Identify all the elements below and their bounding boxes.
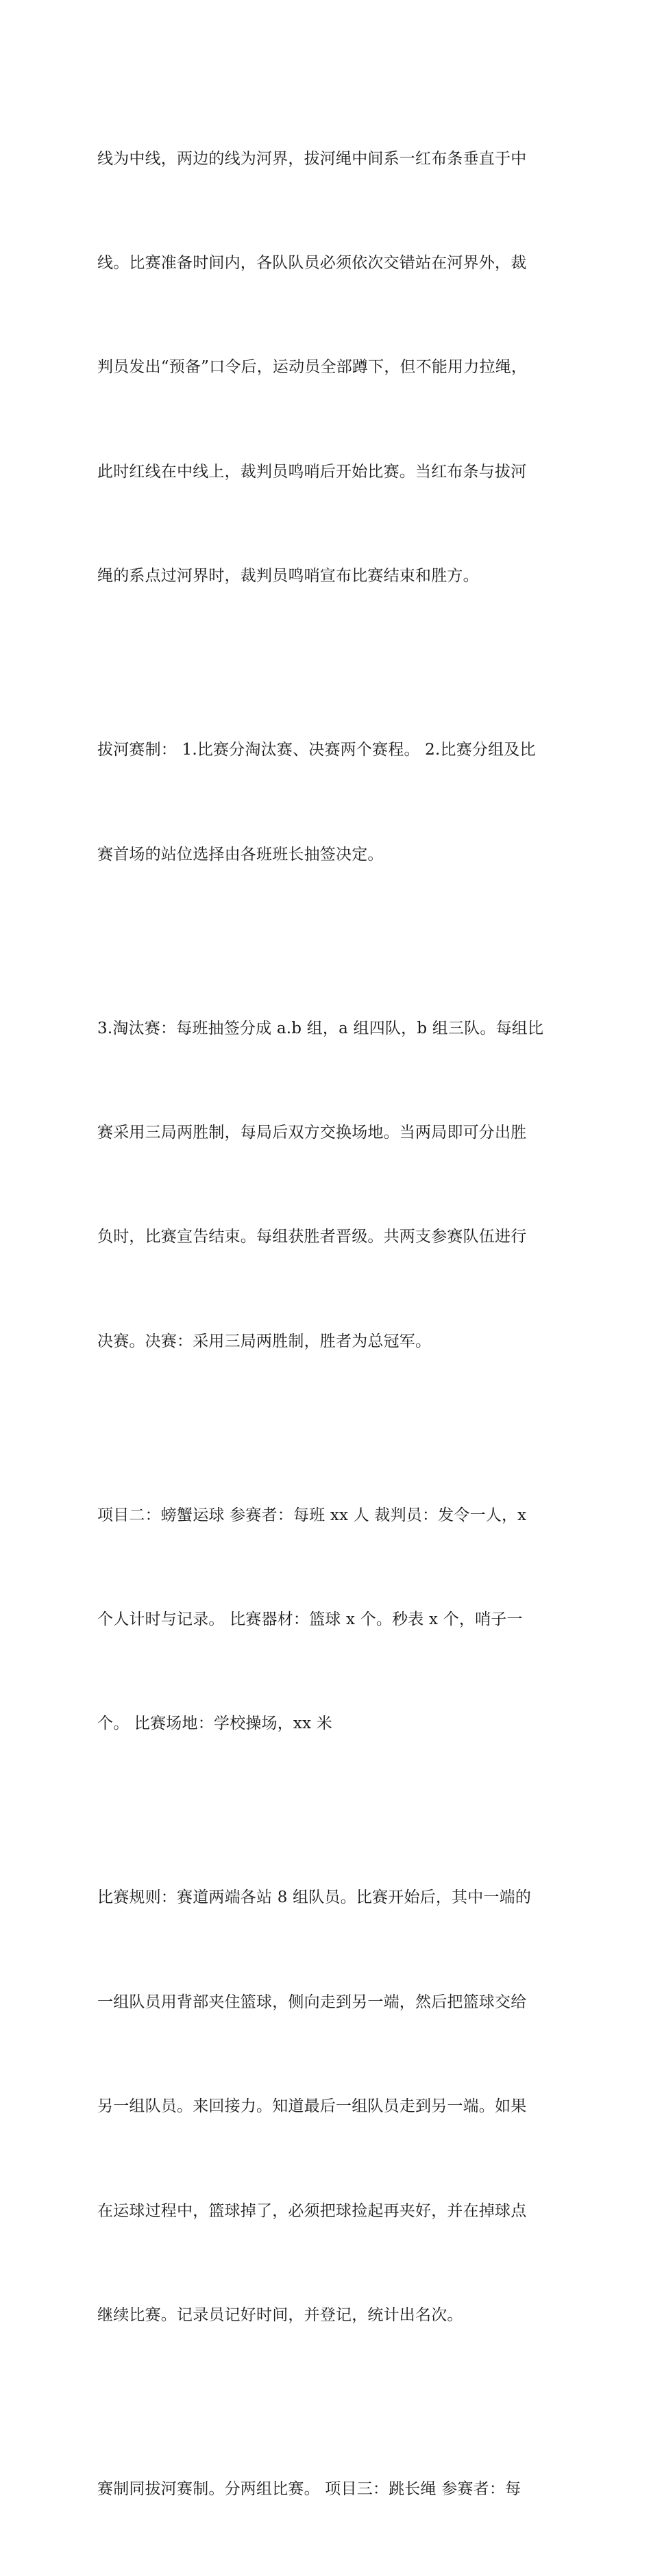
text-line: 另一组队员。来回接力。知道最后一组队员走到另一端。如果: [97, 2097, 527, 2116]
paragraph-event-three: [97, 2402, 563, 2576]
paragraph-tug-of-war-rules: [97, 72, 563, 664]
paragraph-tug-of-war-format: [97, 664, 563, 942]
document-body: [97, 72, 563, 2576]
text-line: 判员发出“预备”口令后，运动员全部蹲下，但不能用力拉绳，: [97, 358, 528, 377]
text-line: 负时，比赛宣告结束。每组获胜者晋级。共两支参赛队伍进行: [97, 1228, 527, 1246]
text-line: 赛采用三局两胜制，每局后双方交换场地。当两局即可分出胜: [97, 1123, 527, 1141]
text-line: 线。比赛准备时间内，各队队员必须依次交错站在河界外，裁: [97, 253, 527, 272]
paragraph-elimination: [97, 942, 563, 1428]
text-line: 决赛。决赛：采用三局两胜制，胜者为总冠军。: [97, 1332, 432, 1350]
text-line: 拔河赛制： 1.比赛分淘汰赛、决赛两个赛程。 2.比赛分组及比: [97, 741, 536, 759]
text-line: 一组队员用背部夹住篮球，侧向走到另一端，然后把篮球交给: [97, 1993, 527, 2011]
text-line: 个人计时与记录。 比赛器材：篮球 x 个。秒表 x 个，哨子一: [97, 1611, 523, 1629]
paragraph-event-two-rules: [97, 1811, 563, 2403]
text-line: 赛首场的站位选择由各班班长抽签决定。: [97, 845, 384, 863]
text-line: 3.淘汰赛：每班抽签分成 a.b 组，a 组四队，b 组三队。每组比: [97, 1019, 544, 1037]
text-line: 继续比赛。记录员记好时间，并登记，统计出名次。: [97, 2306, 463, 2324]
text-line: 在运球过程中，篮球掉了，必须把球捡起再夹好，并在掉球点: [97, 2201, 527, 2220]
text-line: 绳的系点过河界时，裁判员鸣哨宣布比赛结束和胜方。: [97, 567, 479, 585]
text-line: 线为中线，两边的线为河界，拔河绳中间系一红布条垂直于中: [97, 149, 527, 168]
paragraph-event-two: [97, 1428, 563, 1811]
text-line: 个。 比赛场地：学校操场，xx 米: [97, 1715, 332, 1733]
text-line: 此时红线在中线上，裁判员鸣哨后开始比赛。当红布条与拔河: [97, 462, 527, 481]
text-line: 赛制同拔河赛制。分两组比赛。 项目三：跳长绳 参赛者：每: [97, 2479, 521, 2498]
text-line: 比赛规则：赛道两端各站 8 组队员。比赛开始后，其中一端的: [97, 1889, 532, 1907]
text-line: 项目二：螃蟹运球 参赛者：每班 xx 人 裁判员：发令一人，x: [97, 1506, 527, 1524]
